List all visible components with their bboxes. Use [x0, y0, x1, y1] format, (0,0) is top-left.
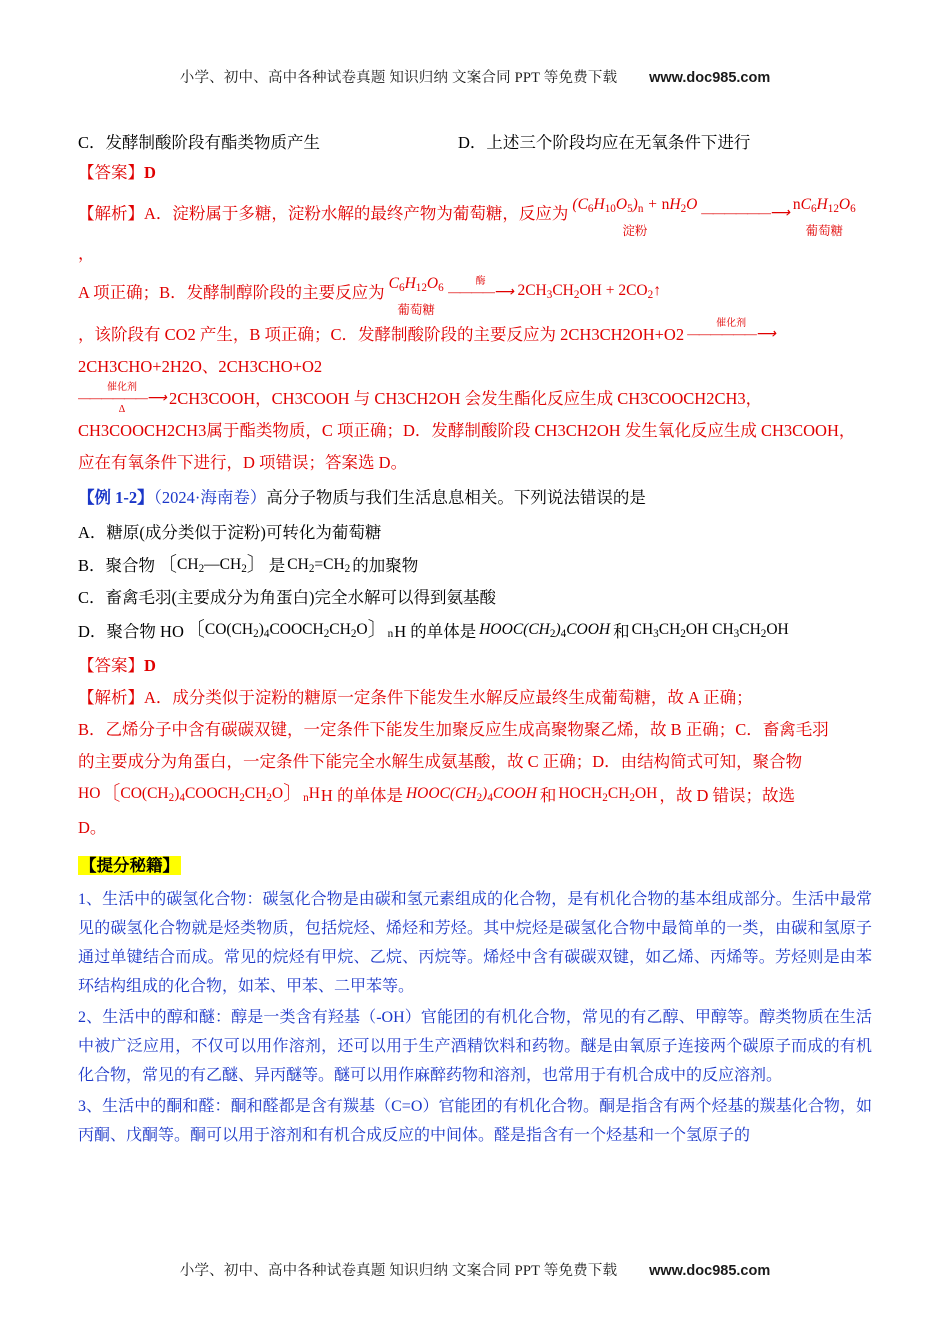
tips-title-row	[78, 851, 872, 881]
answer-label: 【答案】	[78, 163, 144, 182]
analysis-d-mid: H 的单体是	[320, 786, 403, 806]
analysis-d-and: 和	[539, 786, 557, 806]
option-b-polymer: 〔$CH_2—CH_2$〕	[157, 553, 267, 576]
answer-value-2: D	[144, 656, 156, 676]
watermark-site: www.doc985.com	[649, 70, 771, 86]
equation-1-arrow: ——————⟶	[701, 206, 789, 222]
equation-1-tail: ，	[78, 243, 95, 263]
tips-section	[78, 851, 872, 1150]
equation-1-left-sublabel: 淀粉	[622, 223, 648, 238]
analysis-a-post: A 项正确；B．发酵制醇阶段的主要反应为	[78, 283, 385, 303]
example2-heading	[78, 482, 872, 514]
question1-options	[78, 128, 872, 158]
example2-tag: 【例 1-2】	[78, 487, 154, 507]
question1-answer	[78, 158, 872, 188]
header-watermark	[0, 66, 950, 87]
equation-1-right-sublabel: 葡萄糖	[805, 223, 844, 238]
equation-2: $C_6H_{12}O_6$ 葡萄糖 酶 ————⟶ $2CH_3CH_2OH$ + $2CO_2↑$	[388, 274, 661, 317]
analysis-a-2: A．成分类似于淀粉的糖原一定条件下能发生水解反应最终生成葡萄糖，故 A 正确；	[144, 688, 753, 708]
tips-title: 【提分秘籍】	[80, 855, 179, 875]
watermark-text: 小学、初中、高中各种试卷真题 知识归纳 文案合同 PPT 等免费下载	[179, 70, 618, 86]
option-d-and: 和	[613, 622, 630, 642]
analysis-d-polymer: HO〔$CO(CH_2)_4COOCH_2CH_2O$〕$_n$H	[78, 783, 320, 806]
document-content	[78, 128, 872, 1152]
question1-analysis-line5: CH3COOCH2CH3属于酯类物质，C 项正确；D．发酵制酸阶段 CH3CH2OH 发生氧化反应生成 CH3COOH，	[78, 420, 856, 440]
question2-analysis-line4	[78, 779, 872, 813]
question2-option-a: A．糖原(成分类似于淀粉)可转化为葡萄糖	[78, 522, 382, 542]
question2-answer	[78, 651, 872, 681]
analysis-d-monomer-1: $HOOC(CH_2)_4COOH$	[405, 785, 537, 804]
question2-analysis-line5: D。	[78, 817, 107, 837]
option-b-post: 的加聚物	[352, 556, 419, 576]
question1-analysis-line6: 应在有氧条件下进行，D 项错误；答案选 D。	[78, 452, 408, 472]
equation-4-arrow: 催化剂 ——————⟶ Δ	[78, 381, 166, 415]
equation-3-arrow: 催化剂 ——————⟶	[687, 317, 775, 342]
example2-stem: 高分子物质与我们生活息息相关。下列说法错误的是	[266, 487, 646, 507]
option-d-mid: H 的单体是	[394, 622, 477, 642]
question2-option-b	[78, 550, 872, 584]
equation-3-right: 2CH3CHO+2H2O、2CH3CHO+O2	[78, 356, 323, 376]
tips-item-1: 1、生活中的碳氢化合物：碳氢化合物是由碳和氢元素组成的化合物，是有机化合物的基本组成部分。生活中最常见的碳氢化合物就是烃类物质，包括烷烃、烯烃和芳烃。其中烷烃是碳氢化合物中最简单的一类，由碳和氢原子通过单键结合而成。常见的烷烃有甲烷、乙烷、丙烷等。烯烃中含有碳碳双键，如乙烯、丙烯等。芳烃则是由苯环结构组成的化合物，如苯、甲苯、二甲苯等。	[78, 890, 872, 995]
equation-2-catalyst: 酶	[475, 276, 486, 288]
question1-analysis-line4	[78, 382, 872, 416]
equation-4-condition: Δ	[118, 403, 126, 415]
question1-analysis-line1	[78, 190, 872, 269]
question2-option-d	[78, 615, 872, 649]
question1-analysis-line2	[78, 269, 872, 318]
equation-3-catalyst: 催化剂	[716, 317, 747, 329]
question2-analysis-line3: 的主要成分为角蛋白，一定条件下能完全水解生成氨基酸，故 C 正确；D．由结构简式可知，聚合物	[78, 752, 803, 772]
analysis-b-post: ，该阶段有 CO2 产生，B 项正确；C．发酵制酸阶段的主要反应为 2CH3CH2OH+O2	[78, 324, 685, 344]
option-d-pre: D．聚合物 HO	[78, 622, 184, 642]
option-b-pre: B．聚合物	[78, 556, 156, 576]
tips-item-2: 2、生活中的醇和醚：醇是一类含有羟基（-OH）官能团的有机化合物，常见的有乙醇、甲醇等。醇类物质在生活中被广泛应用，不仅可以用作溶剂，还可以用于生产酒精饮料和药物。醚是由氧原子连接两个碳原子而成的有机化合物，常见的有乙醚、异丙醚等。醚可以用作麻醉药物和溶剂，也常用于有机合成中的反应溶剂。	[78, 1008, 872, 1084]
question2-analysis-line1	[78, 683, 872, 713]
analysis-label: 【解析】	[78, 204, 144, 224]
equation-1: $(C_6H_{10}O_5)_n + nH_2O$ 淀粉 ——————⟶ $nC_6H_{12}O_6$ 葡萄糖	[572, 196, 856, 238]
watermark-text-footer: 小学、初中、高中各种试卷真题 知识归纳 文案合同 PPT 等免费下载	[179, 1263, 618, 1279]
question2-option-c: C．畜禽毛羽(主要成分为角蛋白)完全水解可以得到氨基酸	[78, 588, 496, 608]
option-d-monomer-2: $CH_3CH_2OH$ $CH_3CH_2OH$	[631, 621, 789, 641]
question1-analysis-line3	[78, 318, 872, 382]
analysis-label-2: 【解析】	[78, 688, 144, 708]
option-b-monomer: $CH_2=CH_2$	[287, 555, 351, 575]
example2-source: （2024·海南卷）	[153, 487, 267, 507]
equation-4-right: 2CH3COOH，CH3COOH 与 CH3CH2OH 会发生酯化反应生成 CH3COOCH2CH3，	[169, 388, 763, 408]
watermark-site-footer: www.doc985.com	[649, 1263, 771, 1279]
option-d-monomer-1: $HOOC(CH_2)_4COOH$	[479, 621, 611, 641]
option-d-polymer: 〔$CO(CH_2)_4COOCH_2CH_2O$〕$_n$	[184, 619, 394, 642]
equation-4-catalyst: 催化剂	[107, 381, 137, 393]
equation-2-arrow: 酶 ————⟶	[448, 276, 514, 301]
question1-option-d: D．上述三个阶段均应在无氧条件下进行	[458, 133, 751, 152]
tips-item-3: 3、生活中的酮和醛：酮和醛都是含有羰基（C=O）官能团的有机化合物。酮是指含有两个烃基的羰基化合物，如丙酮、戊酮等。酮可以用于溶剂和有机合成反应的中间体。醛是指含有一个烃基和一个氢原子的	[78, 1097, 872, 1144]
analysis-d-monomer-2: $HOCH_2CH_2OH$	[558, 785, 658, 804]
analysis-a-text: A．淀粉属于多糖，淀粉水解的最终产物为葡萄糖，反应为	[144, 204, 569, 224]
analysis-d-post: ，故 D 错误；故选	[659, 786, 796, 806]
answer-label-2: 【答案】	[78, 656, 144, 676]
answer-value: D	[144, 163, 156, 182]
equation-2-sublabel: 葡萄糖	[397, 302, 435, 317]
option-b-mid: 是	[268, 556, 286, 576]
question2-analysis-line2: B．乙烯分子中含有碳碳双键，一定条件下能发生加聚反应生成高聚物聚乙烯，故 B 正确；C．畜禽毛羽	[78, 720, 829, 740]
question1-option-c: C．发酵制酸阶段有酯类物质产生	[78, 133, 321, 152]
footer-watermark	[0, 1259, 950, 1280]
